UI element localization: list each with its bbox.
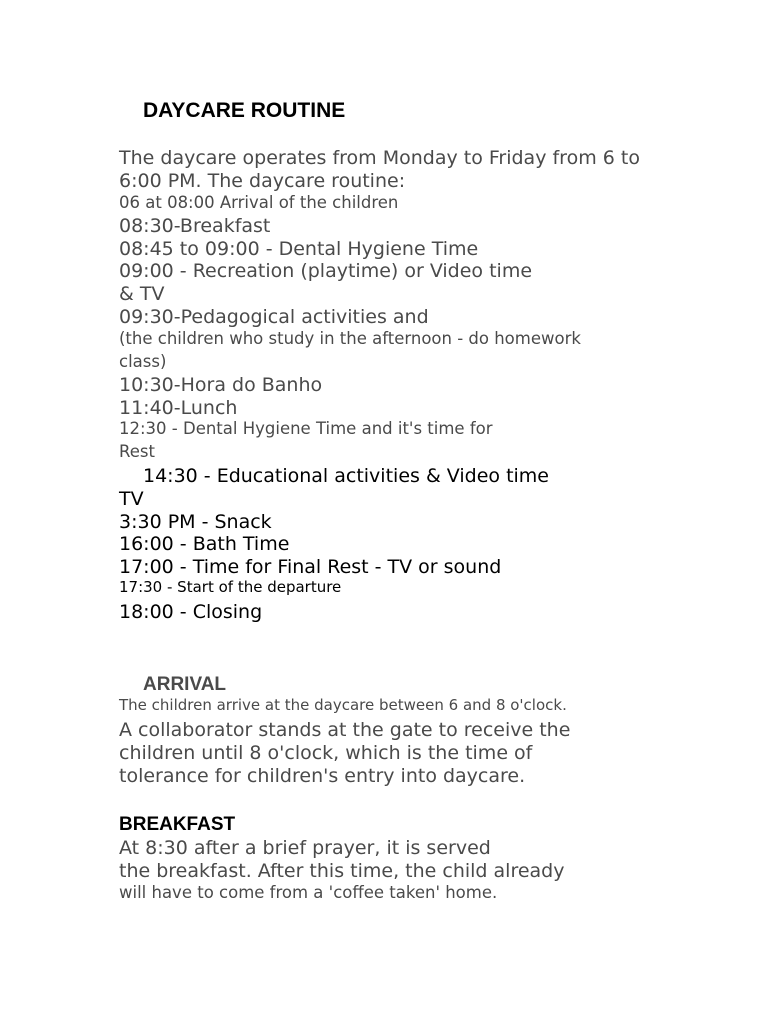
- intro-line-1: The daycare operates from Monday to Friday from 6 to: [119, 147, 640, 169]
- routine-item: 17:30 - Start of the departure: [119, 578, 342, 596]
- page-title: DAYCARE ROUTINE: [143, 99, 346, 122]
- routine-item: 08:45 to 09:00 - Dental Hygiene Time: [119, 238, 479, 260]
- routine-item: 08:30-Breakfast: [119, 215, 271, 237]
- routine-item: 09:30-Pedagogical activities and: [119, 306, 429, 328]
- routine-item: 12:30 - Dental Hygiene Time and it's time for: [119, 419, 493, 438]
- arrival-heading: ARRIVAL: [143, 674, 227, 695]
- routine-item: 06 at 08:00 Arrival of the children: [119, 193, 399, 212]
- routine-item: 10:30-Hora do Banho: [119, 374, 323, 396]
- routine-item: 3:30 PM - Snack: [119, 511, 272, 533]
- routine-item: 09:00 - Recreation (playtime) or Video time: [119, 260, 533, 282]
- routine-item: 16:00 - Bath Time: [119, 533, 290, 555]
- breakfast-heading: BREAKFAST: [119, 814, 236, 835]
- intro-line-2: 6:00 PM. The daycare routine:: [119, 170, 406, 192]
- routine-item: & TV: [119, 283, 165, 305]
- breakfast-line: will have to come from a 'coffee taken' home.: [119, 883, 498, 902]
- arrival-line: The children arrive at the daycare between 6 and 8 o'clock.: [119, 696, 567, 714]
- routine-item: TV: [119, 488, 144, 510]
- arrival-line: tolerance for children's entry into daycare.: [119, 765, 526, 787]
- routine-item: (the children who study in the afternoon - do homework: [119, 329, 581, 348]
- breakfast-line: At 8:30 after a brief prayer, it is served: [119, 837, 491, 859]
- routine-item: 17:00 - Time for Final Rest - TV or sound: [119, 556, 502, 578]
- routine-item: 14:30 - Educational activities & Video time: [143, 465, 549, 487]
- routine-item: 18:00 - Closing: [119, 601, 263, 623]
- arrival-line: children until 8 o'clock, which is the time of: [119, 742, 533, 764]
- routine-item: Rest: [119, 442, 155, 461]
- routine-item: class): [119, 352, 167, 371]
- breakfast-line: the breakfast. After this time, the child already: [119, 860, 565, 882]
- routine-item: 11:40-Lunch: [119, 397, 238, 419]
- arrival-line: A collaborator stands at the gate to receive the: [119, 719, 571, 741]
